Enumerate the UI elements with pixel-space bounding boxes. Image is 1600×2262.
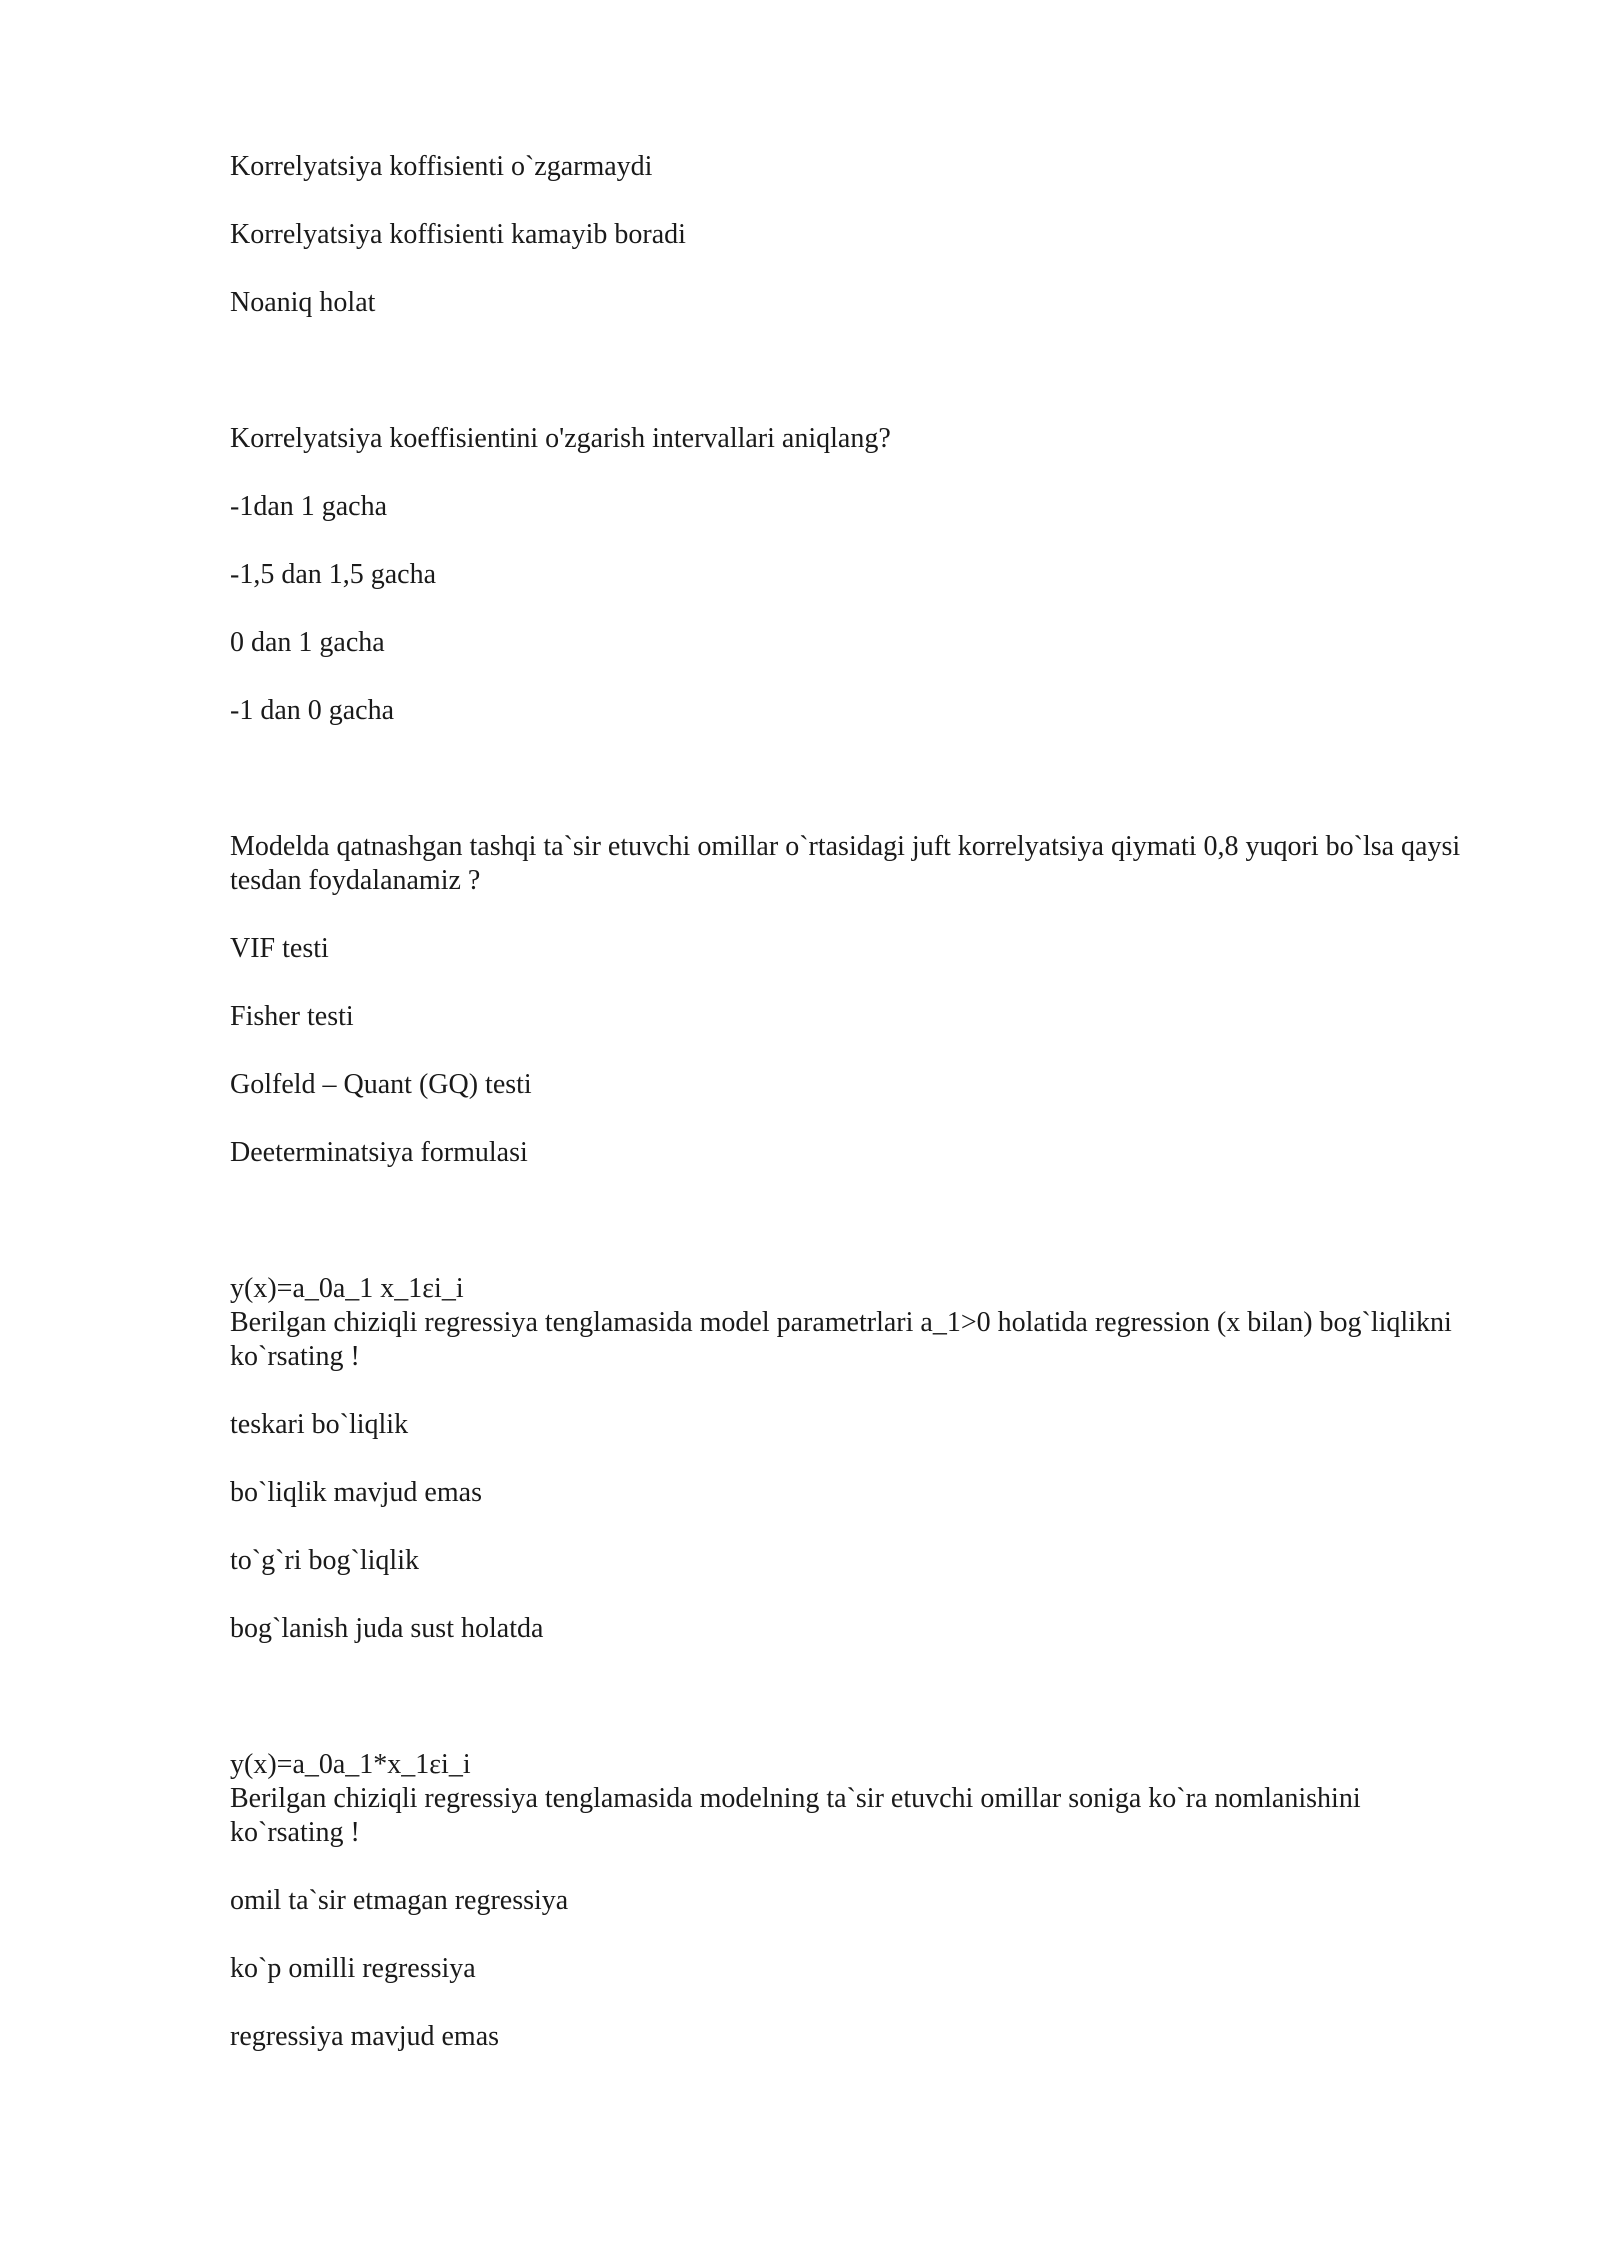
document-content [230, 150, 1470, 2054]
answer-option: Deeterminatsiya formulasi [230, 1137, 528, 1168]
question-block [230, 1748, 1470, 2054]
block-spacer [230, 1646, 1470, 1748]
answer-option: ko`p omilli regressiya [230, 1953, 476, 1984]
block-spacer [230, 1170, 1470, 1272]
block-spacer [230, 728, 1470, 830]
answer-option: -1,5 dan 1,5 gacha [230, 559, 437, 590]
answer-option: Noaniq holat [230, 287, 376, 318]
answer-option: Korrelyatsiya koffisienti kamayib boradi [230, 219, 686, 250]
question-text: Korrelyatsiya koeffisientini o'zgarish intervallari aniqlang? [230, 423, 891, 454]
answer-option: Fisher testi [230, 1001, 354, 1032]
question-block [230, 422, 1470, 728]
answer-option: -1dan 1 gacha [230, 491, 388, 522]
question-text: Berilgan chiziqli regressiya tenglamasida model parametrlari a_1>0 holatida regression (x bilan) bog`liqlikni ko`rsating ! [230, 1307, 1452, 1372]
answer-option: Korrelyatsiya koffisienti o`zgarmaydi [230, 151, 653, 182]
answer-option: bo`liqlik mavjud emas [230, 1477, 482, 1508]
answer-option: bog`lanish juda sust holatda [230, 1613, 544, 1644]
question-text: Berilgan chiziqli regressiya tenglamasida modelning ta`sir etuvchi omillar soniga ko`ra nomlanishini ko`rsating ! [230, 1783, 1361, 1848]
question-text: Modelda qatnashgan tashqi ta`sir etuvchi omillar o`rtasidagi juft korrelyatsiya qiymati 0,8 yuqori bo`lsa qaysi tesdan foydalanamiz ? [230, 831, 1461, 896]
question-formula: y(x)=a_0a_1 x_1εi_i [230, 1273, 464, 1304]
question-block [230, 830, 1470, 1170]
question-block [230, 1272, 1470, 1646]
answer-option: 0 dan 1 gacha [230, 627, 385, 658]
answer-option: regressiya mavjud emas [230, 2021, 500, 2052]
answer-option: -1 dan 0 gacha [230, 695, 395, 726]
question-formula: y(x)=a_0a_1*x_1εi_i [230, 1749, 471, 1780]
block-spacer [230, 320, 1470, 422]
answer-option: to`g`ri bog`liqlik [230, 1545, 419, 1576]
answer-option: omil ta`sir etmagan regressiya [230, 1885, 569, 1916]
answer-option: VIF testi [230, 933, 329, 964]
answer-option: Golfeld – Quant (GQ) testi [230, 1069, 532, 1100]
answer-option: teskari bo`liqlik [230, 1409, 409, 1440]
question-block [230, 150, 1470, 320]
